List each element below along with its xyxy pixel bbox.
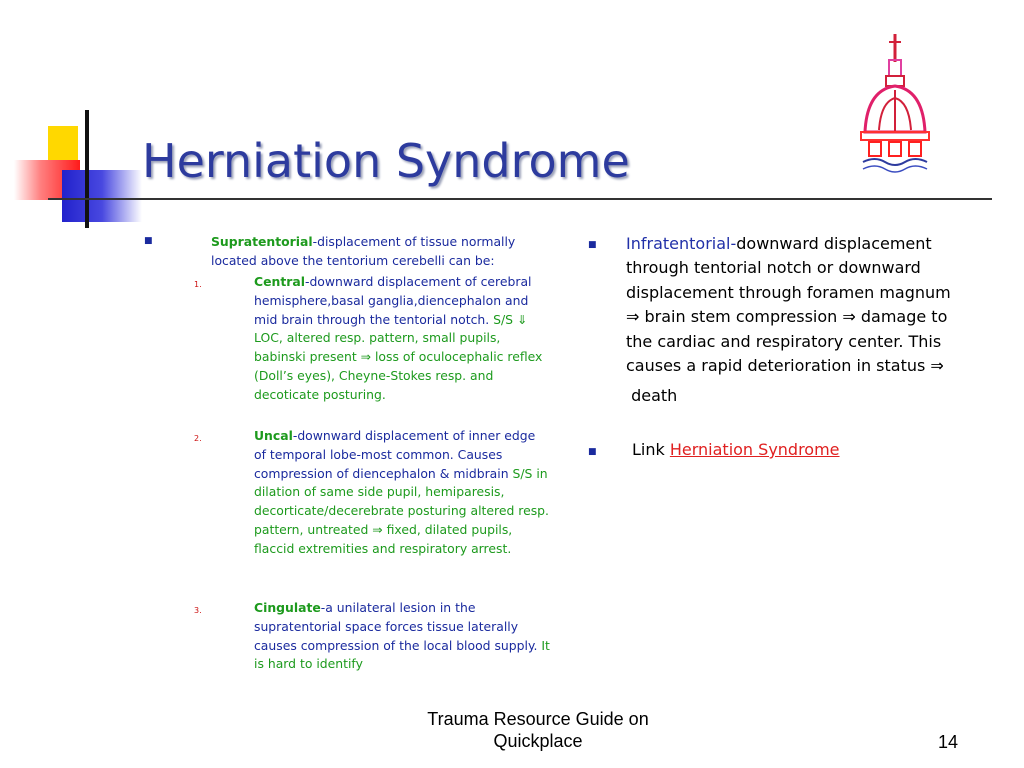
- cingulate-term: Cingulate: [254, 600, 321, 615]
- uncal-term: Uncal: [254, 428, 293, 443]
- link-prefix: Link: [632, 440, 665, 459]
- list-number: 2.: [194, 434, 202, 443]
- supratentorial-text: -displacement of tissue normally located above the tentorium cerebelli can be:: [211, 234, 516, 268]
- page-number: 14: [938, 732, 959, 752]
- decor-blue-square: [62, 170, 142, 222]
- cingulate-desc: -a unilateral lesion in the supratentorial space forces tissue laterally causes compression of the local blood supply.: [254, 600, 542, 653]
- herniation-syndrome-link[interactable]: Herniation Syndrome: [669, 440, 840, 459]
- slide-title: Herniation Syndrome: [142, 134, 630, 188]
- list-number: 3.: [194, 606, 202, 615]
- list-item-uncal: [254, 427, 550, 559]
- footer-line-1: Trauma Resource Guide on: [427, 709, 649, 729]
- uncal-signs: S/S in dilation of same side pupil, hemiparesis, decorticate/decerebrate posturing altered resp. pattern, untreated ⇒ fixed, dilated pupils, flaccid extremities and respiratory arrest.: [254, 465, 549, 556]
- building-logo-icon: [855, 32, 935, 182]
- central-desc: -downward displacement of cerebral hemisphere,basal ganglia,diencephalon and mid brain through the tentorial notch.: [254, 274, 532, 327]
- uncal-desc: -downward displacement of inner edge of temporal lobe-most common. Causes compression of diencephalon & midbrain: [254, 428, 536, 481]
- infra-line: ⇒ brain stem compression ⇒ damage to: [626, 307, 948, 327]
- cingulate-signs: It is hard to identify: [254, 637, 550, 672]
- infra-line: death: [626, 386, 678, 406]
- bullet-icon: ■: [144, 236, 153, 246]
- footer-line-2: Quickplace: [493, 731, 583, 751]
- central-term: Central: [254, 274, 305, 289]
- title-underline: [48, 198, 992, 200]
- infratentorial-term: Infratentorial-: [626, 234, 737, 253]
- central-signs: S/S ⇓ LOC, altered resp. pattern, small pupils, babinski present ⇒ loss of oculocephalic reflex (Doll’s eyes), Cheyne-Stokes resp. and decoticate posturing.: [254, 311, 543, 402]
- decor-vertical-line: [85, 110, 89, 228]
- footer-text: [410, 708, 666, 752]
- infra-line: causes a rapid deterioration in status ⇒: [626, 356, 944, 376]
- infratentorial-paragraph: [626, 232, 1006, 409]
- list-item-central: [254, 273, 550, 405]
- supratentorial-term: Supratentorial: [211, 234, 313, 249]
- infra-line: displacement through foramen magnum: [626, 282, 951, 302]
- supratentorial-paragraph: [211, 233, 559, 271]
- infra-line: Infratentorial-downward displacement: [626, 234, 932, 253]
- bullet-icon: ■: [588, 447, 597, 457]
- link-row: [632, 438, 840, 462]
- bullet-icon: ■: [588, 240, 597, 250]
- list-item-cingulate: [254, 599, 550, 674]
- infra-line: the cardiac and respiratory center. This: [626, 331, 942, 351]
- infra-line: through tentorial notch or downward: [626, 258, 921, 278]
- list-number: 1.: [194, 280, 202, 289]
